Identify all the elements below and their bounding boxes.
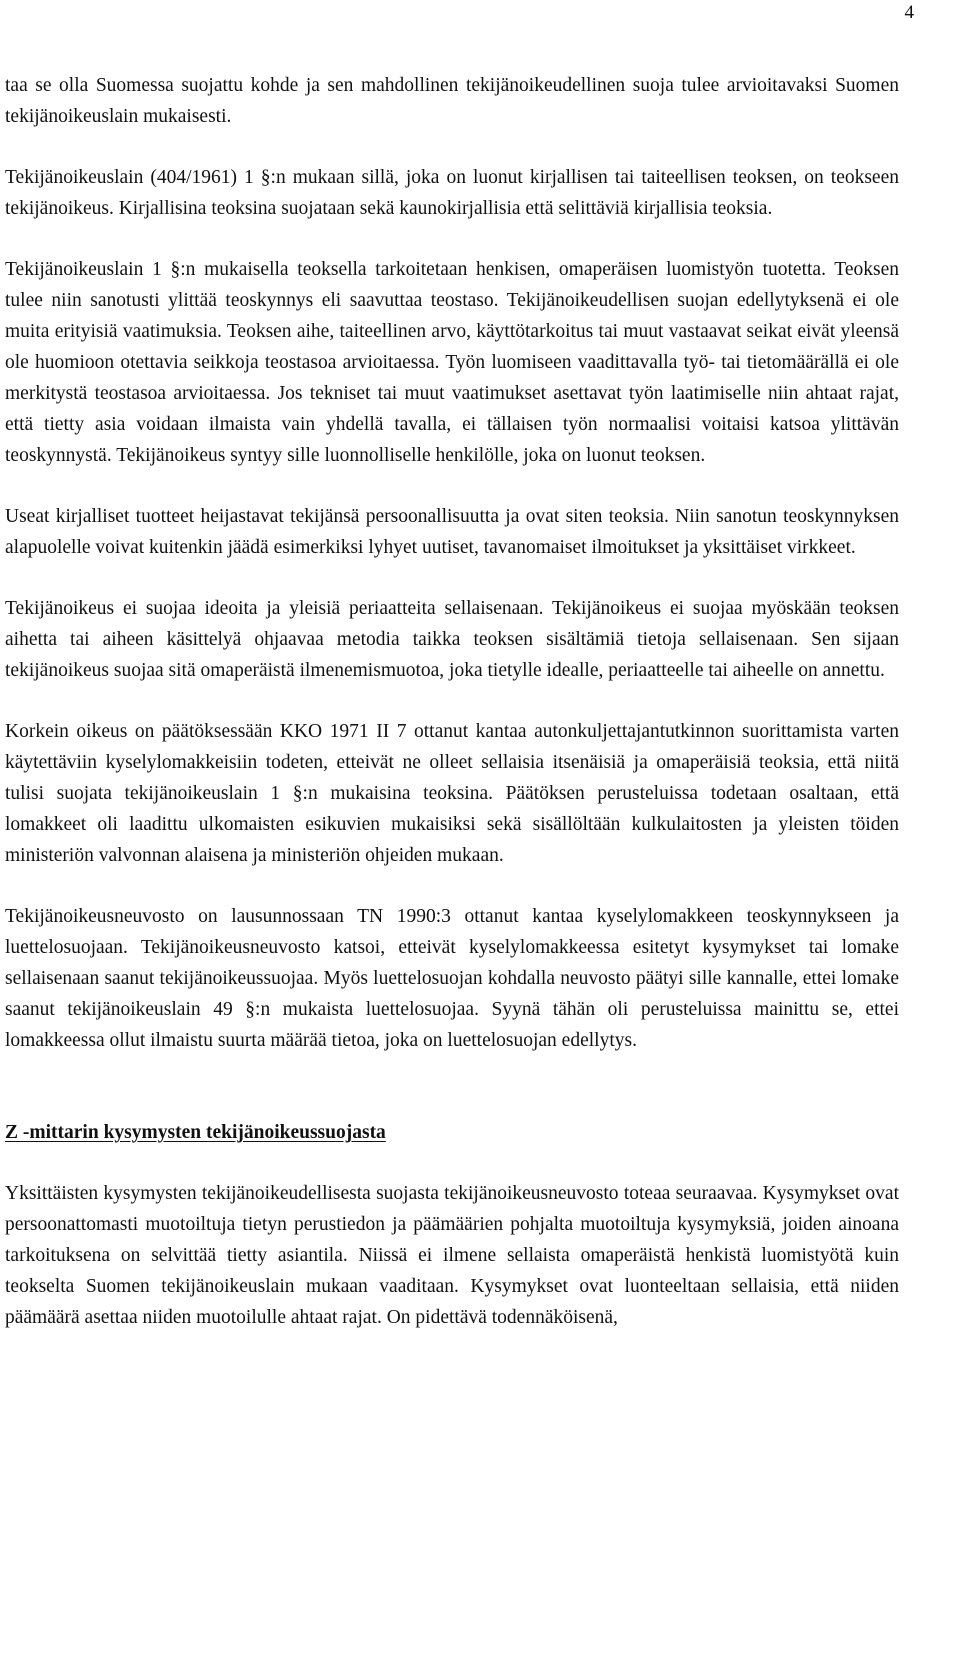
paragraph-3: Tekijänoikeuslain 1 §:n mukaisella teoksella tarkoitetaan henkisen, omaperäisen luomistyön tuotetta. Teoksen tulee niin sanotusti ylittää teoskynnys eli saavuttaa teostaso. Tekijänoikeudellisen suojan edellytyksenä ei ole muita erityisiä vaatimuksia. Teoksen aihe, taiteellinen arvo, käyttötarkoitus tai muut vastaavat seikat eivät yleensä ole huomioon otettavia seikkoja teostasoa arvioitaessa. Työn luomiseen vaadittavalla työ- tai tietomäärällä ei ole merkitystä teostasoa arvioitaessa. Jos tekniset tai muut vaatimukset asettavat työn laatimiselle niin ahtaat rajat, että tietty asia voidaan ilmaista vain yhdellä tavalla, ei tällaisen työn normaalisi voitaisi katsoa ylittävän teoskynnystä. Tekijänoikeus syntyy sille luonnolliselle henkilölle, joka on luonut teoksen. xyxy=(5,259,899,466)
page-number: 4 xyxy=(904,2,914,23)
section-paragraph: Yksittäisten kysymysten tekijänoikeudellisesta suojasta tekijänoikeusneuvosto toteaa seuraavaa. Kysymykset ovat persoonattomasti muotoiltuja tietyn perustiedon ja päämäärien pohjalta muotoiltuja kysymyksiä, joiden ainoana tarkoituksena on selvittää tietty asiantila. Niissä ei ilmene sellaista omaperäistä henkistä luomistyötä kuin teokselta Suomen tekijänoikeuslain mukaan vaaditaan. Kysymykset ovat luonteeltaan sellaisia, että niiden päämäärä asettaa niiden muotoilulle ahtaat rajat. On pidettävä todennäköisenä, xyxy=(5,1183,899,1328)
section-heading: Z -mittarin kysymysten tekijänoikeussuojasta xyxy=(5,1122,386,1143)
paragraph-6: Korkein oikeus on päätöksessään KKO 1971 II 7 ottanut kantaa autonkuljettajantutkinnon suorittamista varten käytettäviin kyselylomakkeisiin todeten, etteivät ne olleet sellaisia itsenäisiä ja omaperäisiä teoksia, että niitä tulisi suojata tekijänoikeuslain 1 §:n mukaisina teoksina. Päätöksen perusteluissa todetaan osaltaan, että lomakkeet oli laadittu ulkomaisten esikuvien mukaisiksi sekä sisällöltään kulkulaitosten ja yleisten töiden ministeriön valvonnan alaisena ja ministeriön ohjeiden mukaan. xyxy=(5,721,899,866)
paragraph-4: Useat kirjalliset tuotteet heijastavat tekijänsä persoonallisuutta ja ovat siten teoksia. Niin sanotun teoskynnyksen alapuolelle voivat kuitenkin jäädä esimerkiksi lyhyet uutiset, tavanomaiset ilmoitukset ja yksittäiset virkkeet. xyxy=(5,506,899,558)
paragraph-7: Tekijänoikeusneuvosto on lausunnossaan TN 1990:3 ottanut kantaa kyselylomakkeen teoskynnykseen ja luettelosuojaan. Tekijänoikeusneuvosto katsoi, etteivät kyselylomakkeessa esitetyt kysymykset tai lomake sellaisenaan saanut tekijänoikeussuojaa. Myös luettelosuojan kohdalla neuvosto päätyi sille kannalle, ettei lomake saanut tekijänoikeuslain 49 §:n mukaista luettelosuojaa. Syynä tähän oli perusteluissa mainittu se, ettei lomakkeessa ollut ilmaistu suurta määrää tietoa, joka on luettelosuojan edellytys. xyxy=(5,906,899,1051)
paragraph-5: Tekijänoikeus ei suojaa ideoita ja yleisiä periaatteita sellaisenaan. Tekijänoikeus ei suojaa myöskään teoksen aihetta tai aiheen käsittelyä ohjaavaa metodia taikka teoksen sisältämiä tietoja sellaisenaan. Sen sijaan tekijänoikeus suojaa sitä omaperäistä ilmenemismuotoa, joka tietylle idealle, periaatteelle tai aiheelle on annettu. xyxy=(5,598,899,681)
paragraph-1: taa se olla Suomessa suojattu kohde ja sen mahdollinen tekijänoikeudellinen suoja tulee arvioitavaksi Suomen tekijänoikeuslain mukaisesti. xyxy=(5,75,899,127)
document-body xyxy=(5,70,899,1363)
paragraph-2: Tekijänoikeuslain (404/1961) 1 §:n mukaan sillä, joka on luonut kirjallisen tai taiteellisen teoksen, on teokseen tekijänoikeus. Kirjallisina teoksina suojataan sekä kaunokirjallisia että selittäviä kirjallisia teoksia. xyxy=(5,167,899,219)
